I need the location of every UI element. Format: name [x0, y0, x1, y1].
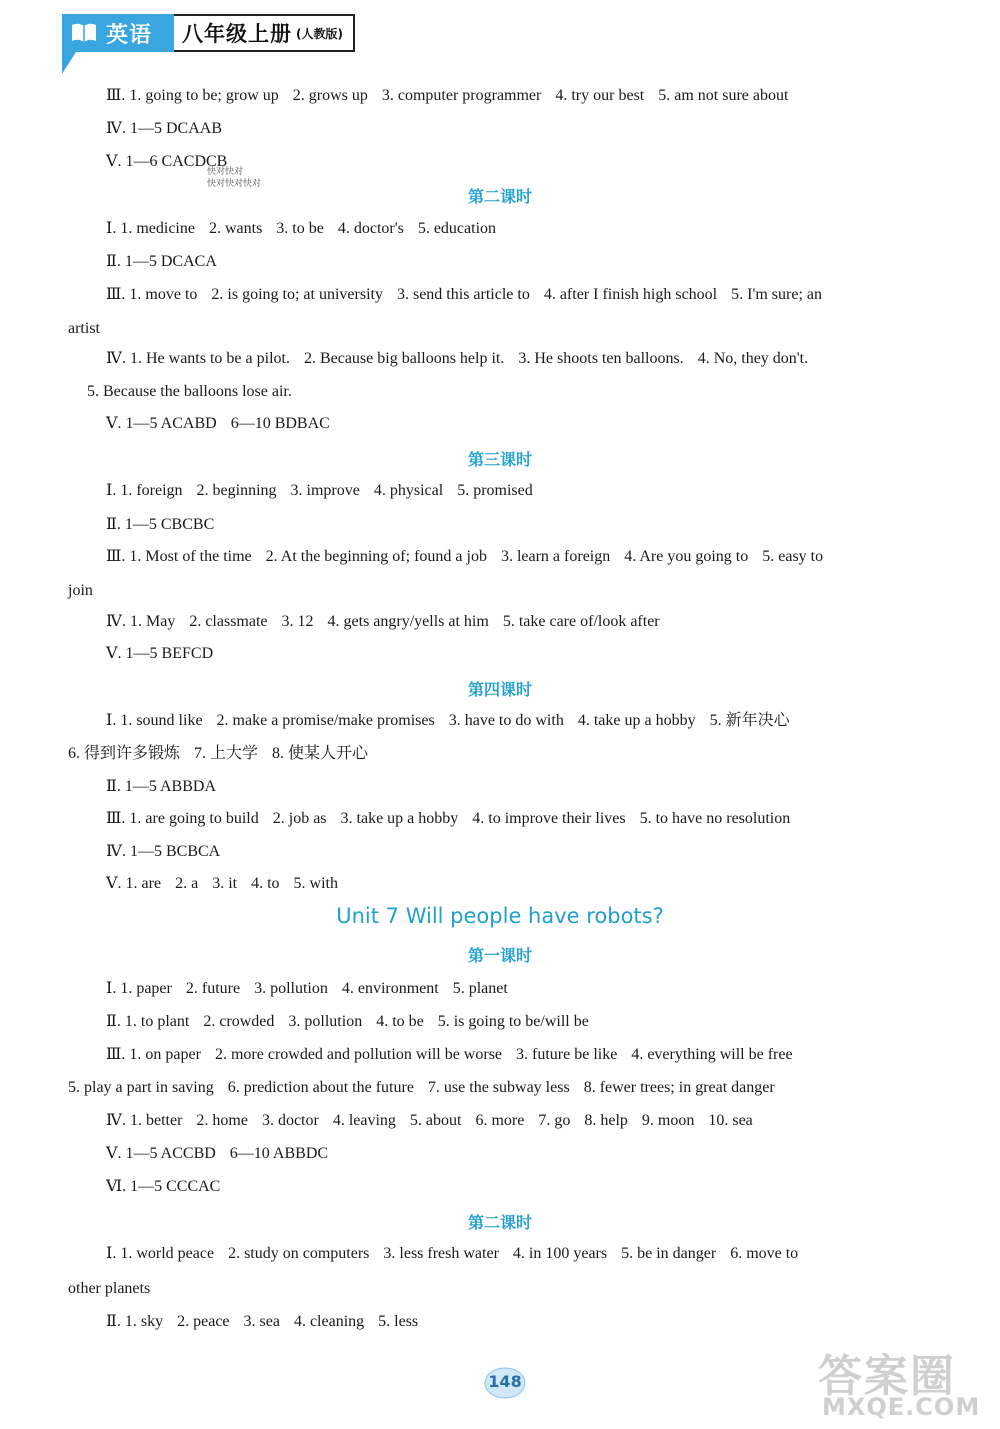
answer-item: Ⅳ. 1. better — [106, 1112, 183, 1129]
answer-item: 8. help — [584, 1112, 628, 1129]
answer-item: 2. job as — [272, 810, 327, 827]
answer-item: 3. have to do with — [448, 712, 564, 729]
answer-line — [106, 414, 330, 434]
answer-item: Ⅱ. 1. sky — [106, 1313, 164, 1330]
answer-item: 3. improve — [290, 482, 360, 499]
lesson-heading: 第一课时 — [467, 946, 532, 965]
answer-item: 2. make a promise/make promises — [216, 712, 435, 729]
page-number: 148 — [488, 1372, 522, 1391]
answer-item: Ⅴ. 1—5 ACCBD — [106, 1145, 216, 1162]
answer-item: 4. gets angry/yells at him — [327, 613, 489, 630]
answer-item: Ⅰ. 1. medicine — [106, 220, 195, 237]
answer-item: 4. doctor's — [337, 220, 404, 237]
answer-item: 5. easy to — [762, 548, 824, 565]
answer-line — [106, 979, 508, 999]
answer-item: 4. to be — [376, 1013, 424, 1030]
answer-item: 4. everything will be free — [631, 1046, 793, 1063]
answer-item: 6. prediction about the future — [227, 1079, 414, 1096]
lesson-heading: 第二课时 — [467, 187, 532, 206]
answer-item: 3. sea — [243, 1313, 280, 1330]
answer-item: 3. 12 — [281, 613, 314, 630]
answer-item: 7. go — [538, 1112, 571, 1129]
answer-line — [106, 644, 213, 664]
answer-item: other planets — [68, 1280, 151, 1297]
handwritten-note: 快对快对 快对快对快对 — [207, 167, 262, 189]
answer-item: Ⅱ. 1. to plant — [106, 1013, 190, 1030]
answer-line — [106, 349, 808, 369]
answer-item: 5. planet — [452, 980, 508, 997]
answer-item: Ⅲ. 1. are going to build — [106, 810, 259, 827]
answer-item: 8. fewer trees; in great danger — [583, 1079, 775, 1096]
answer-item: Ⅳ. 1. May — [106, 613, 176, 630]
answer-item: Ⅴ. 1—5 BEFCD — [106, 645, 214, 662]
answer-item: Ⅴ. 1—5 ACABD — [106, 415, 217, 432]
answer-line — [87, 382, 292, 402]
answer-item: 5. be in danger — [621, 1245, 717, 1262]
answer-item: join — [68, 582, 93, 599]
answer-item: 3. learn a foreign — [500, 548, 611, 565]
answer-line — [106, 1144, 328, 1164]
answer-item: 4. leaving — [332, 1112, 396, 1129]
answer-line — [106, 285, 822, 305]
answer-line — [106, 1177, 220, 1197]
answer-item: Ⅱ. 1—5 CBCBC — [106, 516, 215, 533]
answer-line — [106, 777, 216, 797]
answer-item: 2. classmate — [189, 613, 268, 630]
answer-item: 3. future be like — [516, 1046, 618, 1063]
answer-line — [106, 547, 823, 567]
watermark-url: MXQE.COM — [822, 1393, 981, 1421]
answer-line — [106, 119, 222, 139]
subject-label: 英语 — [106, 22, 153, 48]
answer-item: 5. Because the balloons lose air. — [87, 383, 292, 400]
answer-item: 2. peace — [177, 1313, 230, 1330]
answer-item: 2. crowded — [203, 1013, 275, 1030]
answer-item: Ⅰ. 1. foreign — [106, 482, 183, 499]
answer-item: 3. pollution — [254, 980, 328, 997]
answer-item: 3. take up a hobby — [340, 810, 459, 827]
answer-item: 4. in 100 years — [512, 1245, 608, 1262]
answer-item: Ⅲ. 1. on paper — [106, 1046, 201, 1063]
answer-item: Ⅳ. 1—5 DCAAB — [106, 120, 222, 137]
answer-item: 5. 新年决心 — [709, 712, 790, 729]
answer-item: 4. environment — [341, 980, 439, 997]
answer-item: 4. Are you going to — [624, 548, 749, 565]
answer-item: 9. moon — [641, 1112, 695, 1129]
answer-item: 3. to be — [276, 220, 324, 237]
answer-item: 4. to improve their lives — [472, 810, 626, 827]
answer-line — [106, 1312, 418, 1332]
answer-item: Ⅱ. 1—5 DCACA — [106, 253, 217, 270]
answer-line — [106, 1045, 793, 1065]
answer-item: 2. At the beginning of; found a job — [265, 548, 487, 565]
watermark-logo: 答案圈 — [818, 1351, 956, 1402]
answer-item: 8. 使某人开心 — [272, 745, 369, 762]
answer-line — [68, 319, 100, 339]
answer-item: 4. try our best — [555, 87, 645, 104]
answer-line — [68, 581, 93, 601]
answer-item: Ⅲ. 1. Most of the time — [106, 548, 252, 565]
answer-item: 5. education — [417, 220, 497, 237]
answer-item: 4. take up a hobby — [577, 712, 696, 729]
answer-item: 5. is going to be/will be — [437, 1013, 589, 1030]
answer-line — [106, 612, 660, 632]
answer-item: 2. beginning — [196, 482, 277, 499]
answer-line — [106, 481, 533, 501]
answer-item: 3. send this article to — [396, 286, 530, 303]
lesson-heading: 第四课时 — [467, 680, 532, 699]
answer-line — [106, 809, 790, 829]
answer-line — [106, 842, 220, 862]
unit-title: Unit 7 Will people have robots? — [336, 904, 664, 928]
grade-label: 八年级上册 — [182, 21, 292, 46]
answer-line — [106, 874, 338, 894]
edition-label: (人教版) — [296, 26, 343, 41]
answer-item: 2. study on computers — [228, 1245, 370, 1262]
answer-item: Ⅱ. 1—5 ABBDA — [106, 778, 216, 795]
answer-item: Ⅰ. 1. sound like — [106, 712, 203, 729]
answer-item: 2. Because big balloons help it. — [303, 350, 505, 367]
answer-item: Ⅵ. 1—5 CCCAC — [106, 1178, 221, 1195]
answer-item: 5. less — [378, 1313, 419, 1330]
answer-item: 5. with — [293, 875, 338, 892]
answer-item: 2. is going to; at university — [211, 286, 383, 303]
answer-item: 3. less fresh water — [383, 1245, 499, 1262]
lesson-heading: 第二课时 — [467, 1213, 532, 1232]
answer-item: 3. doctor — [261, 1112, 319, 1129]
answer-item: 4. cleaning — [293, 1313, 365, 1330]
answer-item: 2. home — [196, 1112, 248, 1129]
answer-line — [106, 1244, 798, 1264]
answer-item: Ⅲ. 1. move to — [106, 286, 198, 303]
book-icon — [70, 22, 98, 44]
grade-box — [174, 14, 355, 52]
answer-item: Ⅳ. 1—5 BCBCA — [106, 843, 221, 860]
answer-item: 7. use the subway less — [427, 1079, 570, 1096]
answer-item: 4. physical — [373, 482, 444, 499]
answer-item: 3. computer programmer — [381, 87, 542, 104]
answer-line — [106, 711, 790, 731]
answer-item: 3. He shoots ten balloons. — [518, 350, 684, 367]
answer-item: 2. grows up — [292, 87, 368, 104]
answer-item: 6—10 BDBAC — [230, 415, 330, 432]
answer-item: 6. 得到许多锻炼 — [68, 745, 181, 762]
answer-item: 4. No, they don't. — [697, 350, 809, 367]
answer-item: 3. it — [212, 875, 238, 892]
answer-item: 4. to — [251, 875, 280, 892]
answer-line — [68, 1279, 150, 1299]
answer-item: Ⅰ. 1. world peace — [106, 1245, 215, 1262]
lesson-heading: 第三课时 — [467, 450, 532, 469]
answer-item: 2. wants — [208, 220, 263, 237]
answer-line — [68, 1078, 775, 1098]
answer-item: Ⅰ. 1. paper — [106, 980, 172, 997]
answer-line — [106, 86, 788, 106]
answer-item: 6—10 ABBDC — [229, 1145, 329, 1162]
answer-line — [106, 219, 496, 239]
subject-tab — [62, 14, 174, 52]
answer-item: 5. am not sure about — [658, 87, 789, 104]
answer-item: Ⅴ. 1—6 CACDCB — [106, 153, 228, 170]
answer-item: 2. future — [185, 980, 241, 997]
page-header — [62, 14, 355, 52]
answer-item: 5. play a part in saving — [68, 1079, 214, 1096]
answer-line — [106, 515, 214, 535]
answer-item: 4. after I finish high school — [543, 286, 718, 303]
answer-item: 3. pollution — [288, 1013, 363, 1030]
answer-item: Ⅲ. 1. going to be; grow up — [106, 87, 279, 104]
answer-item: 7. 上大学 — [194, 745, 259, 762]
answer-item: 5. about — [409, 1112, 462, 1129]
answer-item: 5. I'm sure; an — [731, 286, 822, 303]
answer-item: 5. to have no resolution — [639, 810, 791, 827]
answer-item: 5. take care of/look after — [502, 613, 660, 630]
answer-item: Ⅴ. 1. are — [106, 875, 162, 892]
answer-item: 5. promised — [457, 482, 533, 499]
answer-line — [106, 252, 217, 272]
answer-item: 2. a — [175, 875, 199, 892]
answer-item: 10. sea — [708, 1112, 753, 1129]
answer-line — [106, 1012, 589, 1032]
answer-item: 6. more — [475, 1112, 525, 1129]
answer-item: 6. move to — [730, 1245, 799, 1262]
answer-item: artist — [68, 320, 100, 337]
answer-line — [106, 1111, 753, 1131]
answer-item: Ⅳ. 1. He wants to be a pilot. — [106, 350, 290, 367]
answer-line — [68, 744, 368, 764]
answer-item: 2. more crowded and pollution will be worse — [214, 1046, 503, 1063]
